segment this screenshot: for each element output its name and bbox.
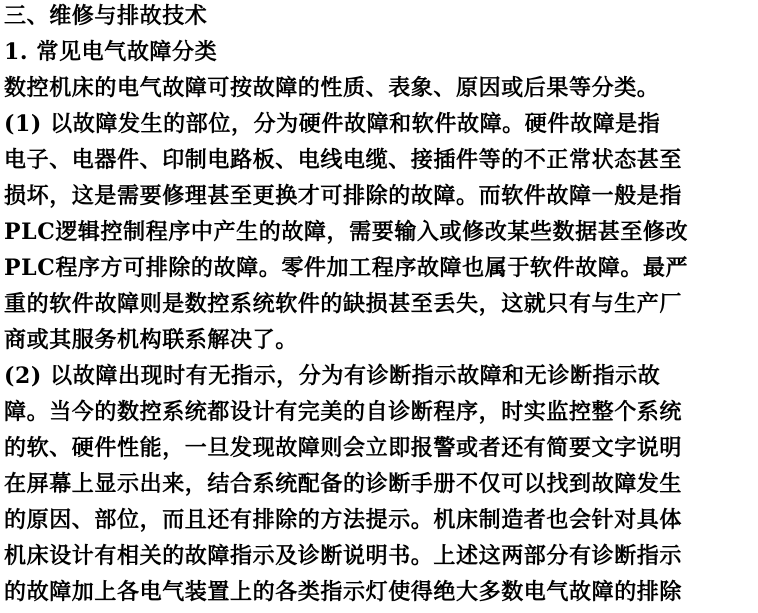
text-line: PLC程序方可排除的故障。零件加工程序故障也属于软件故障。最严 — [4, 255, 689, 281]
section-heading: 三、维修与排故技术 — [4, 3, 208, 29]
text-line: 数控机床的电气故障可按故障的性质、表象、原因或后果等分类。 — [4, 75, 660, 101]
text-line: (1) 以故障发生的部位，分为硬件故障和软件故障。硬件故障是指 — [4, 111, 661, 137]
text-line: 损坏，这是需要修理甚至更换才可排除的故障。而软件故障一般是指 — [4, 183, 683, 209]
text-line: 重的软件故障则是数控系统软件的缺损甚至丢失，这就只有与生产厂 — [4, 291, 683, 317]
subsection-heading: 1. 常见电气故障分类 — [4, 39, 218, 65]
text-line: 的软、硬件性能，一旦发现故障则会立即报警或者还有简要文字说明 — [4, 435, 683, 461]
text-line: 商或其服务机构联系解决了。 — [4, 327, 298, 353]
text-line: 障。当今的数控系统都设计有完美的自诊断程序，时实监控整个系统 — [4, 399, 683, 425]
text-line: 的原因、部位，而且还有排除的方法提示。机床制造者也会针对具体 — [4, 507, 683, 533]
text-line: 机床设计有相关的故障指示及诊断说明书。上述这两部分有诊断指示 — [4, 543, 683, 569]
text-line: PLC逻辑控制程序中产生的故障，需要输入或修改某些数据甚至修改 — [4, 219, 689, 245]
text-line: (2) 以故障出现时有无指示，分为有诊断指示故障和无诊断指示故 — [4, 363, 661, 389]
text-line: 电子、电器件、印制电路板、电线电缆、接插件等的不正常状态甚至 — [4, 147, 683, 173]
text-line: 在屏幕上显示出来，结合系统配备的诊断手册不仅可以找到故障发生 — [4, 471, 683, 497]
text-line: 的故障加上各电气装置上的各类指示灯使得绝大多数电气故障的排除 — [4, 579, 683, 605]
